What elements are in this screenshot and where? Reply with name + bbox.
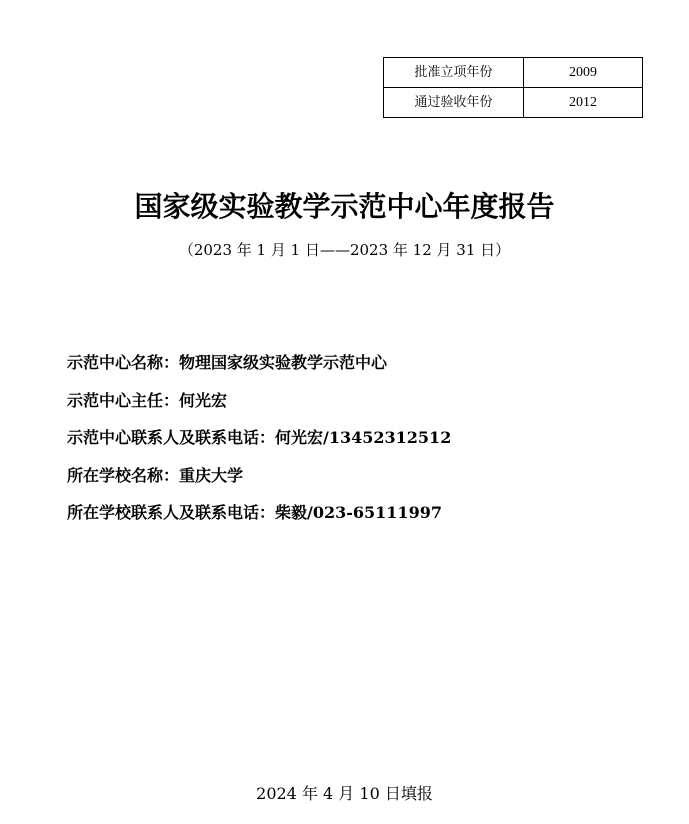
approval-info-table <box>383 57 643 118</box>
center-director-field <box>67 390 451 428</box>
field-label: 示范中心主任： <box>67 390 180 410</box>
field-value: 何光宏 <box>179 390 228 410</box>
approval-year-label: 批准立项年份 <box>384 58 524 88</box>
field-label: 所在学校联系人及联系电话： <box>67 503 276 522</box>
fill-date: 2024 年 4 月 10 日填报 <box>256 784 433 803</box>
field-value: 何光宏/13452312512 <box>275 428 452 447</box>
school-name-field <box>67 465 451 503</box>
field-value: 重庆大学 <box>179 465 244 485</box>
center-contact-field <box>67 427 451 465</box>
acceptance-year-value: 2012 <box>524 88 643 118</box>
field-label: 示范中心名称： <box>67 353 180 372</box>
field-label: 所在学校名称： <box>67 465 180 485</box>
center-name-field <box>67 352 451 390</box>
approval-year-value: 2009 <box>524 58 643 88</box>
table-row <box>384 58 643 88</box>
field-label: 示范中心联系人及联系电话： <box>67 428 276 447</box>
acceptance-year-label: 通过验收年份 <box>384 88 524 118</box>
report-period: （2023 年 1 月 1 日——2023 年 12 月 31 日） <box>178 241 511 259</box>
table-row <box>384 88 643 118</box>
field-value: 物理国家级实验教学示范中心 <box>179 353 388 372</box>
report-title: 国家级实验教学示范中心年度报告 <box>134 190 555 223</box>
field-value: 柴毅/023-65111997 <box>275 503 442 522</box>
center-info-list <box>67 352 451 540</box>
school-contact-field <box>67 502 451 540</box>
